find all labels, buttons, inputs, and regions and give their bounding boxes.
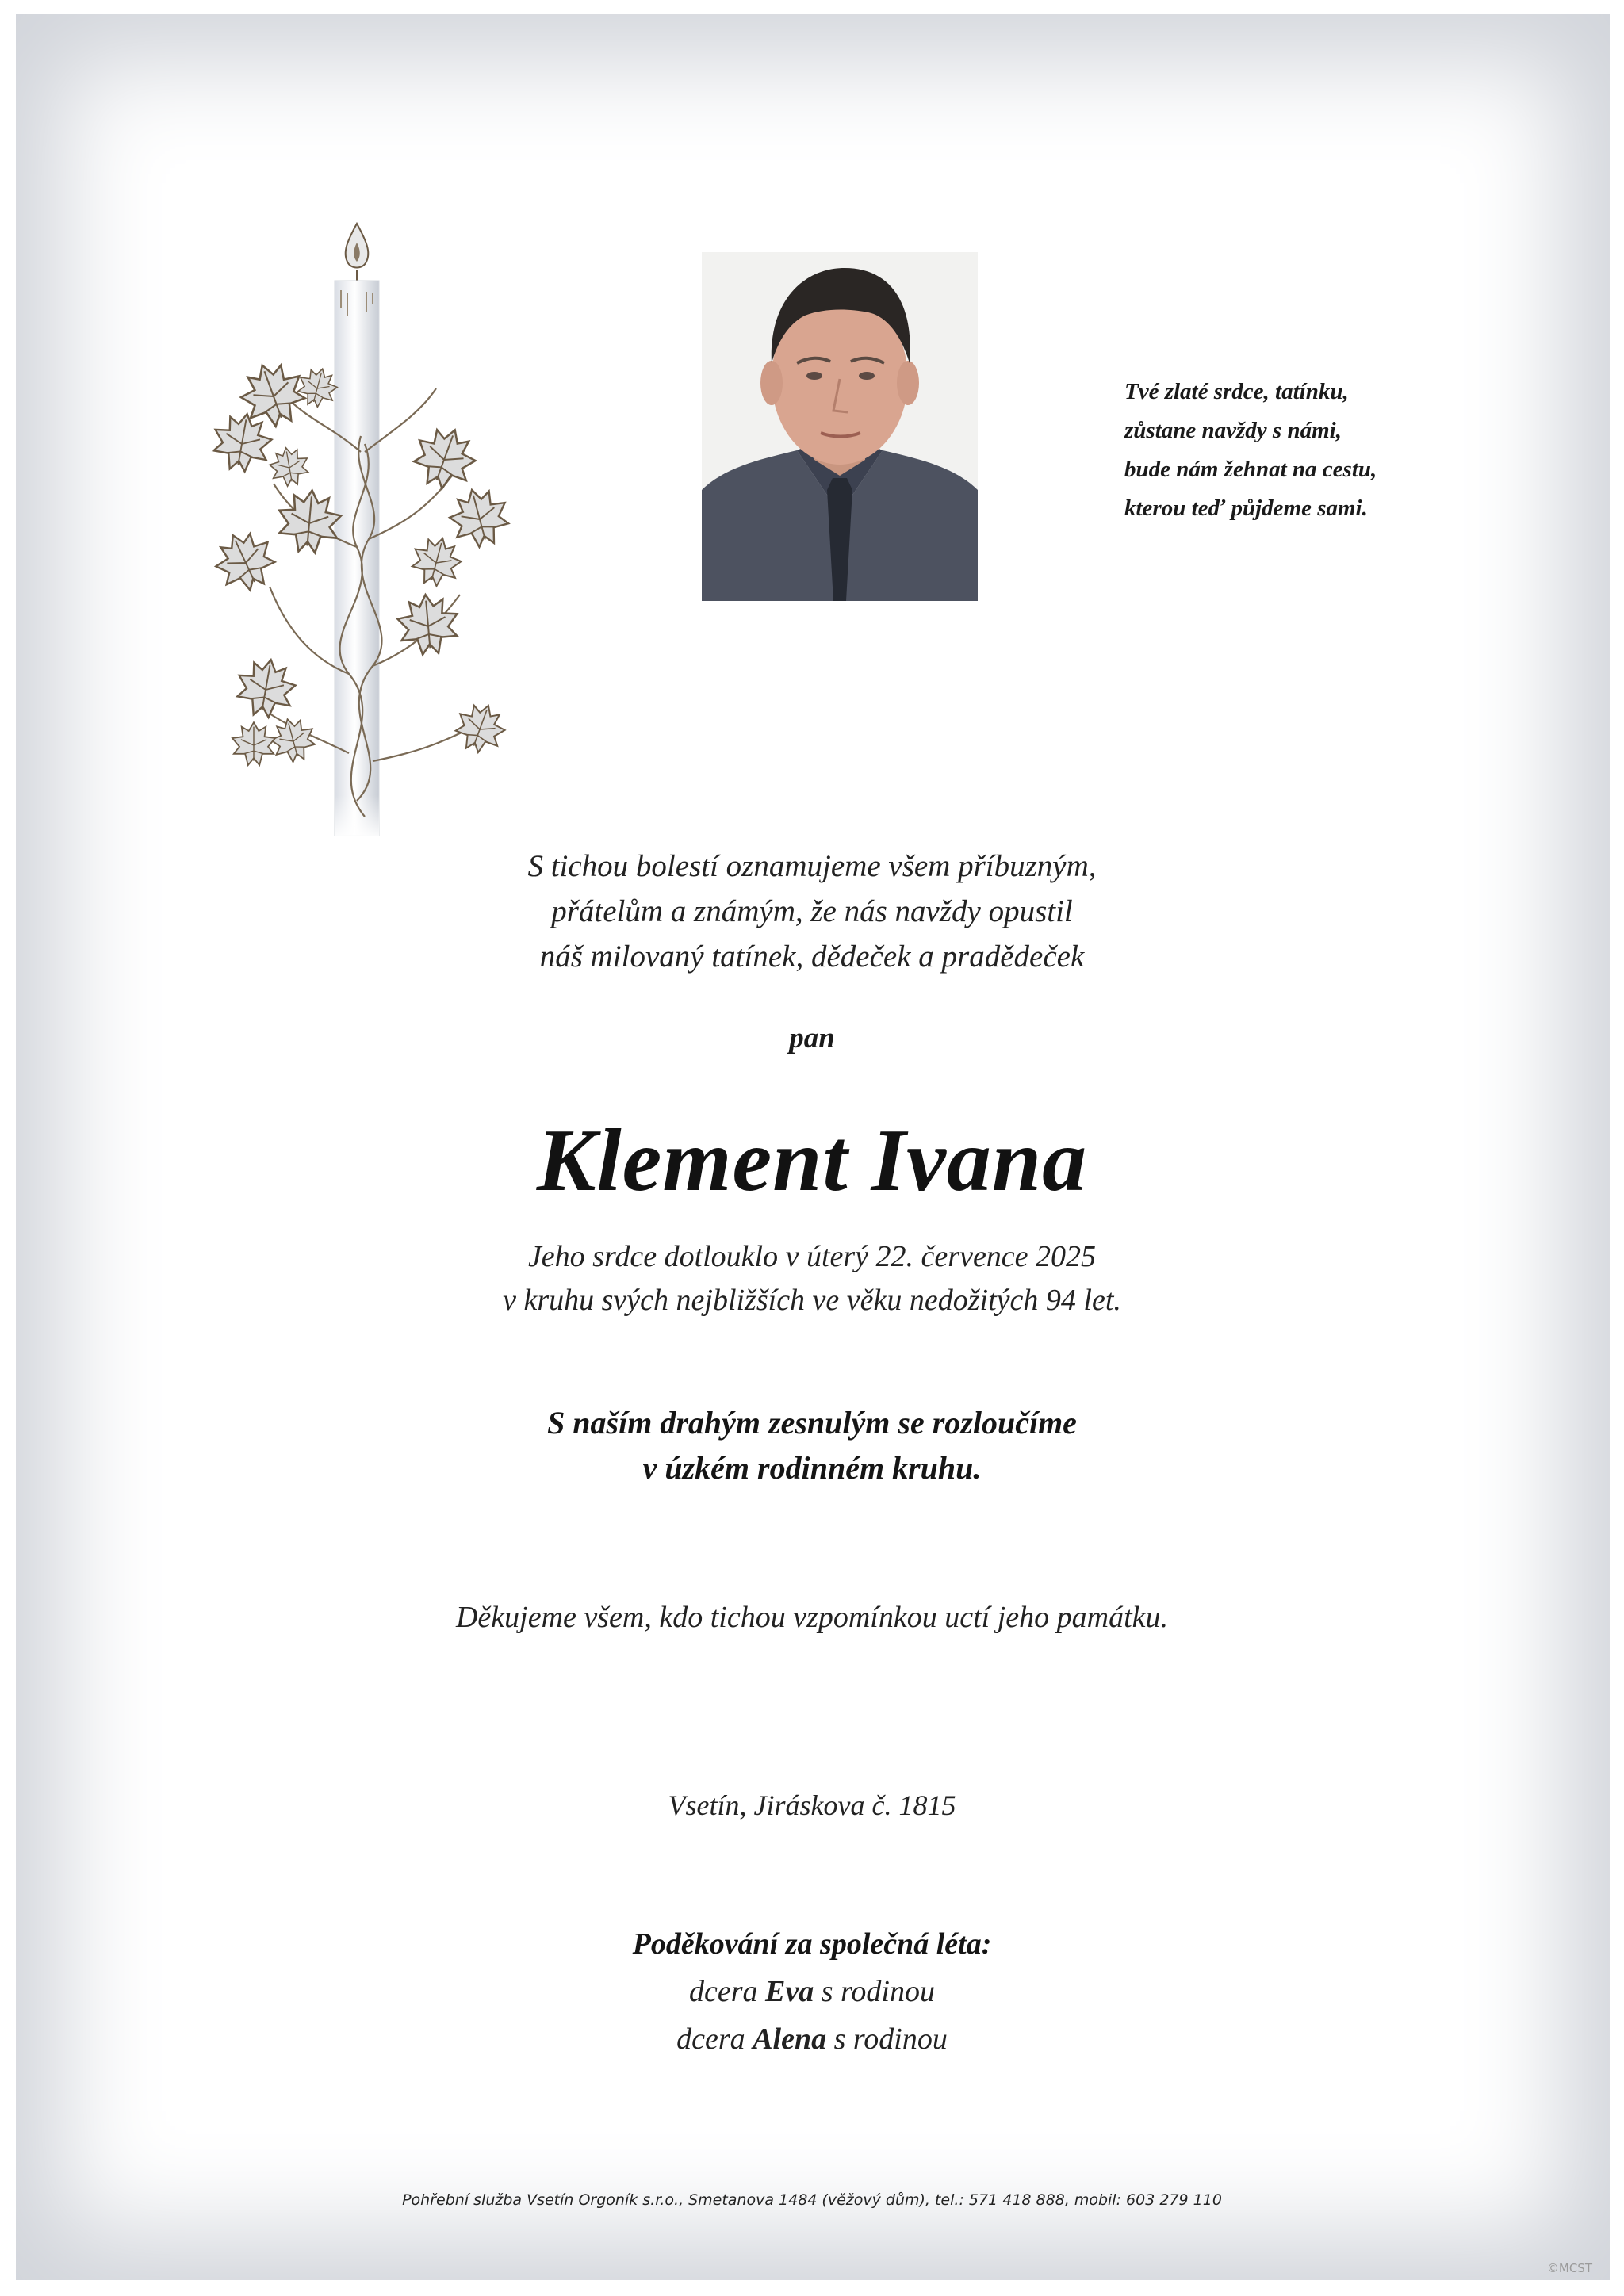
family-member-name: Eva <box>765 1975 814 2008</box>
farewell-line: v úzkém rodinném kruhu. <box>642 1450 982 1486</box>
family-member-line <box>0 2022 1624 2057</box>
family-suffix: s rodinou <box>833 2022 948 2056</box>
flame-icon <box>346 224 369 281</box>
poem-line: zůstane navždy s námi, <box>1124 418 1342 443</box>
announcement-text <box>0 844 1624 979</box>
portrait-photo <box>702 252 978 601</box>
family-relation: dcera <box>689 1975 758 2008</box>
poem-line: kterou teď půjdeme sami. <box>1124 496 1368 521</box>
poem-line: bude nám žehnat na cestu, <box>1124 457 1377 482</box>
farewell-line: S naším drahým zesnulým se rozloučíme <box>547 1405 1077 1441</box>
memorial-poem <box>1124 373 1442 528</box>
family-suffix: s rodinou <box>821 1975 935 2008</box>
farewell-notice <box>0 1400 1624 1490</box>
thanks-text: Děkujeme všem, kdo tichou vzpomínkou uctí jeho památku. <box>455 1601 1168 1634</box>
funeral-service-footer: Pohřební služba Vsetín Orgoník s.r.o., Smetanova 1484 (věžový dům), tel.: 571 418 888, mobil: 603 279 110 <box>402 2191 1222 2209</box>
death-info-line: Jeho srdce dotlouklo v úterý 22. července 2025 <box>527 1240 1097 1273</box>
address: Vsetín, Jiráskova č. 1815 <box>668 1789 956 1821</box>
announcement-line: náš milovaný tatínek, dědeček a pradědeček <box>539 939 1085 974</box>
deceased-name: Klement Ivana <box>536 1112 1088 1210</box>
family-relation: dcera <box>676 2022 745 2056</box>
poem-line: Tvé zlaté srdce, tatínku, <box>1124 379 1349 404</box>
salutation: pan <box>789 1022 835 1054</box>
announcement-line: S tichou bolestí oznamujeme všem příbuzným, <box>527 849 1097 883</box>
announcement-line: přátelům a známým, že nás navždy opustil <box>551 894 1073 928</box>
family-thanks-heading: Poděkování za společná léta: <box>632 1927 992 1961</box>
copyright-mark: ©MCST <box>1546 2261 1592 2275</box>
death-info-line: v kruhu svých nejbližších ve věku nedožitých 94 let. <box>503 1284 1121 1317</box>
candle-ivy-illustration <box>198 214 531 840</box>
family-member-name: Alena <box>753 2022 827 2056</box>
family-member-line <box>0 1974 1624 2009</box>
candle-body <box>335 281 379 840</box>
death-info <box>0 1235 1624 1322</box>
